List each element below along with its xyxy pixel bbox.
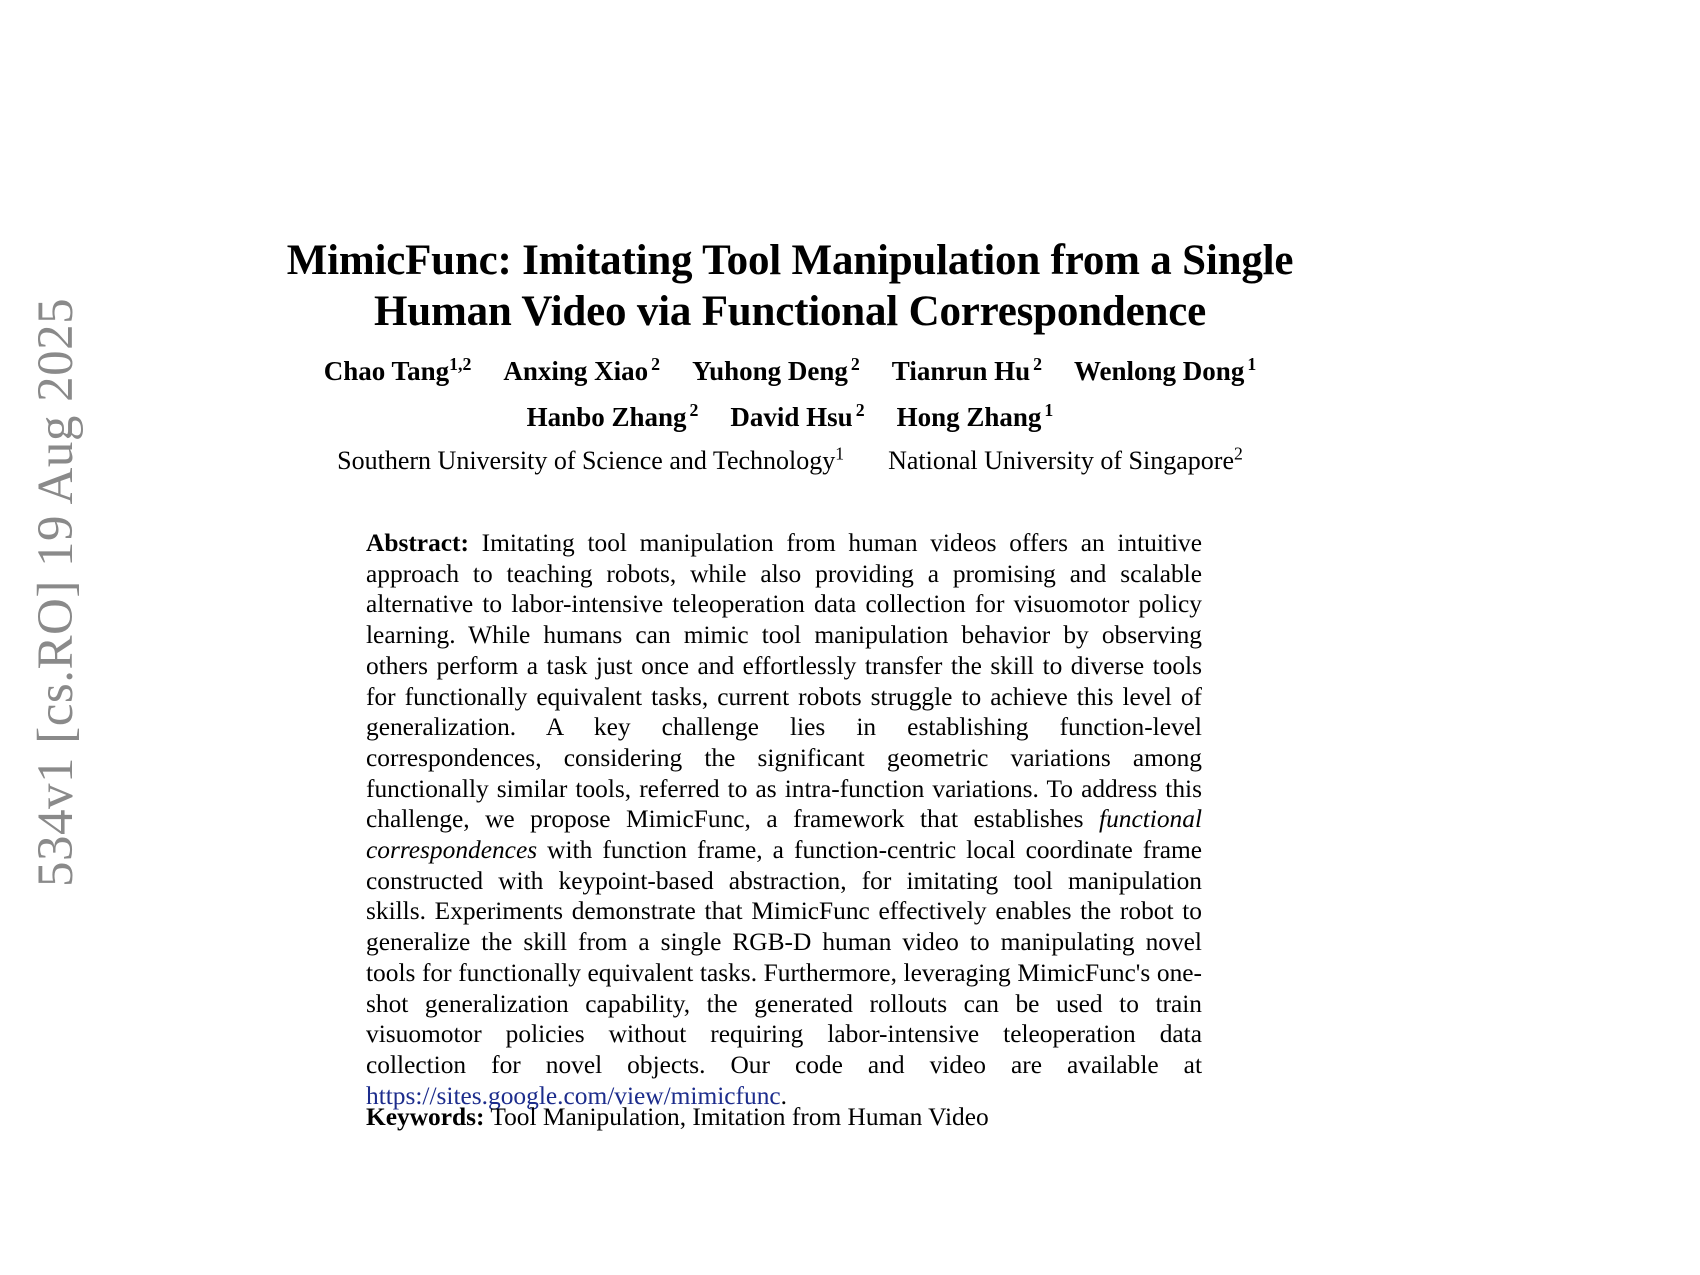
abstract-section bbox=[366, 528, 1202, 1111]
author bbox=[503, 354, 661, 386]
affiliation bbox=[888, 443, 1243, 476]
arxiv-identifier-stamp: 534v1 [cs.RO] 19 Aug 2025 bbox=[28, 297, 84, 887]
author bbox=[896, 400, 1054, 432]
author-row-1 bbox=[280, 354, 1300, 386]
author-name: Hong Zhang bbox=[896, 402, 1042, 432]
abstract-text-part3: . bbox=[780, 1081, 788, 1110]
keywords-label: Keywords: bbox=[366, 1103, 485, 1131]
author-name: Wenlong Dong bbox=[1074, 356, 1245, 386]
author-affiliation-marker: 2 bbox=[1033, 354, 1043, 374]
author-affiliation-marker: 2 bbox=[651, 354, 661, 374]
page-title: MimicFunc: Imitating Tool Manipulation from a Single Human Video via Functional Correspondence bbox=[286, 236, 1294, 335]
author-name: David Hsu bbox=[730, 402, 853, 432]
abstract-emphasis: functional correspondences bbox=[366, 805, 1202, 865]
author bbox=[1074, 354, 1257, 386]
author-name: Yuhong Deng bbox=[692, 356, 848, 386]
author bbox=[730, 400, 865, 432]
author-name: Hanbo Zhang bbox=[526, 402, 687, 432]
author bbox=[692, 354, 860, 386]
author-affiliation-marker: 1,2 bbox=[449, 354, 472, 374]
author-name: Chao Tang bbox=[323, 356, 450, 386]
keywords-text: Tool Manipulation, Imitation from Human Video bbox=[484, 1103, 989, 1131]
keywords-section bbox=[366, 1102, 1202, 1133]
author-affiliation-marker: 1 bbox=[1247, 354, 1257, 374]
abstract-text-part2: with function frame, a function-centric local coordinate frame constructed with keypoint-based abstraction, for imitating tool manipulation skills. Experiments demonstrate that MimicFunc effectively enables the robot to generalize the skill from a single RGB-D human video to manipulating novel tools for functionally equivalent tasks. Furthermore, leveraging MimicFunc's one-shot generalization capability, the generated rollouts can be used to train visuomotor policies without requiring labor-intensive teleoperation data collection for novel objects. Our code and video are available at bbox=[366, 836, 1202, 1079]
author-row-2 bbox=[280, 400, 1300, 432]
author-name: Anxing Xiao bbox=[503, 356, 649, 386]
abstract-text-part1: Imitating tool manipulation from human videos offers an intuitive approach to teaching robots, while also providing a promising and scalable alternative to labor-intensive teleoperation data collection for visuomotor policy learning. While humans can mimic tool manipulation behavior by observing others perform a task just once and effortlessly transfer the skill to diverse tools for functionally equivalent tasks, current robots struggle to achieve this level of generalization. A key challenge lies in establishing function-level correspondences, considering the significant geometric variations among functionally similar tools, referred to as intra-function variations. To address this challenge, we propose MimicFunc, a framework that establishes bbox=[366, 529, 1202, 834]
affiliation-list bbox=[280, 443, 1300, 476]
author-affiliation-marker: 2 bbox=[855, 400, 865, 420]
author-name: Tianrun Hu bbox=[891, 356, 1031, 386]
affiliation bbox=[337, 443, 845, 476]
project-website-link[interactable]: https://sites.google.com/view/mimicfunc bbox=[366, 1081, 781, 1110]
affiliation-marker: 1 bbox=[835, 443, 845, 464]
abstract-label: Abstract: bbox=[366, 529, 469, 557]
affiliation-name: Southern University of Science and Technology bbox=[337, 446, 836, 475]
author-list bbox=[280, 354, 1300, 450]
author-affiliation-marker: 1 bbox=[1044, 400, 1054, 420]
author bbox=[891, 354, 1043, 386]
affiliation-marker: 2 bbox=[1233, 443, 1243, 464]
author-affiliation-marker: 2 bbox=[689, 400, 699, 420]
affiliation-name: National University of Singapore bbox=[888, 446, 1234, 475]
author bbox=[323, 354, 472, 386]
author bbox=[526, 400, 699, 432]
author-affiliation-marker: 2 bbox=[850, 354, 860, 374]
